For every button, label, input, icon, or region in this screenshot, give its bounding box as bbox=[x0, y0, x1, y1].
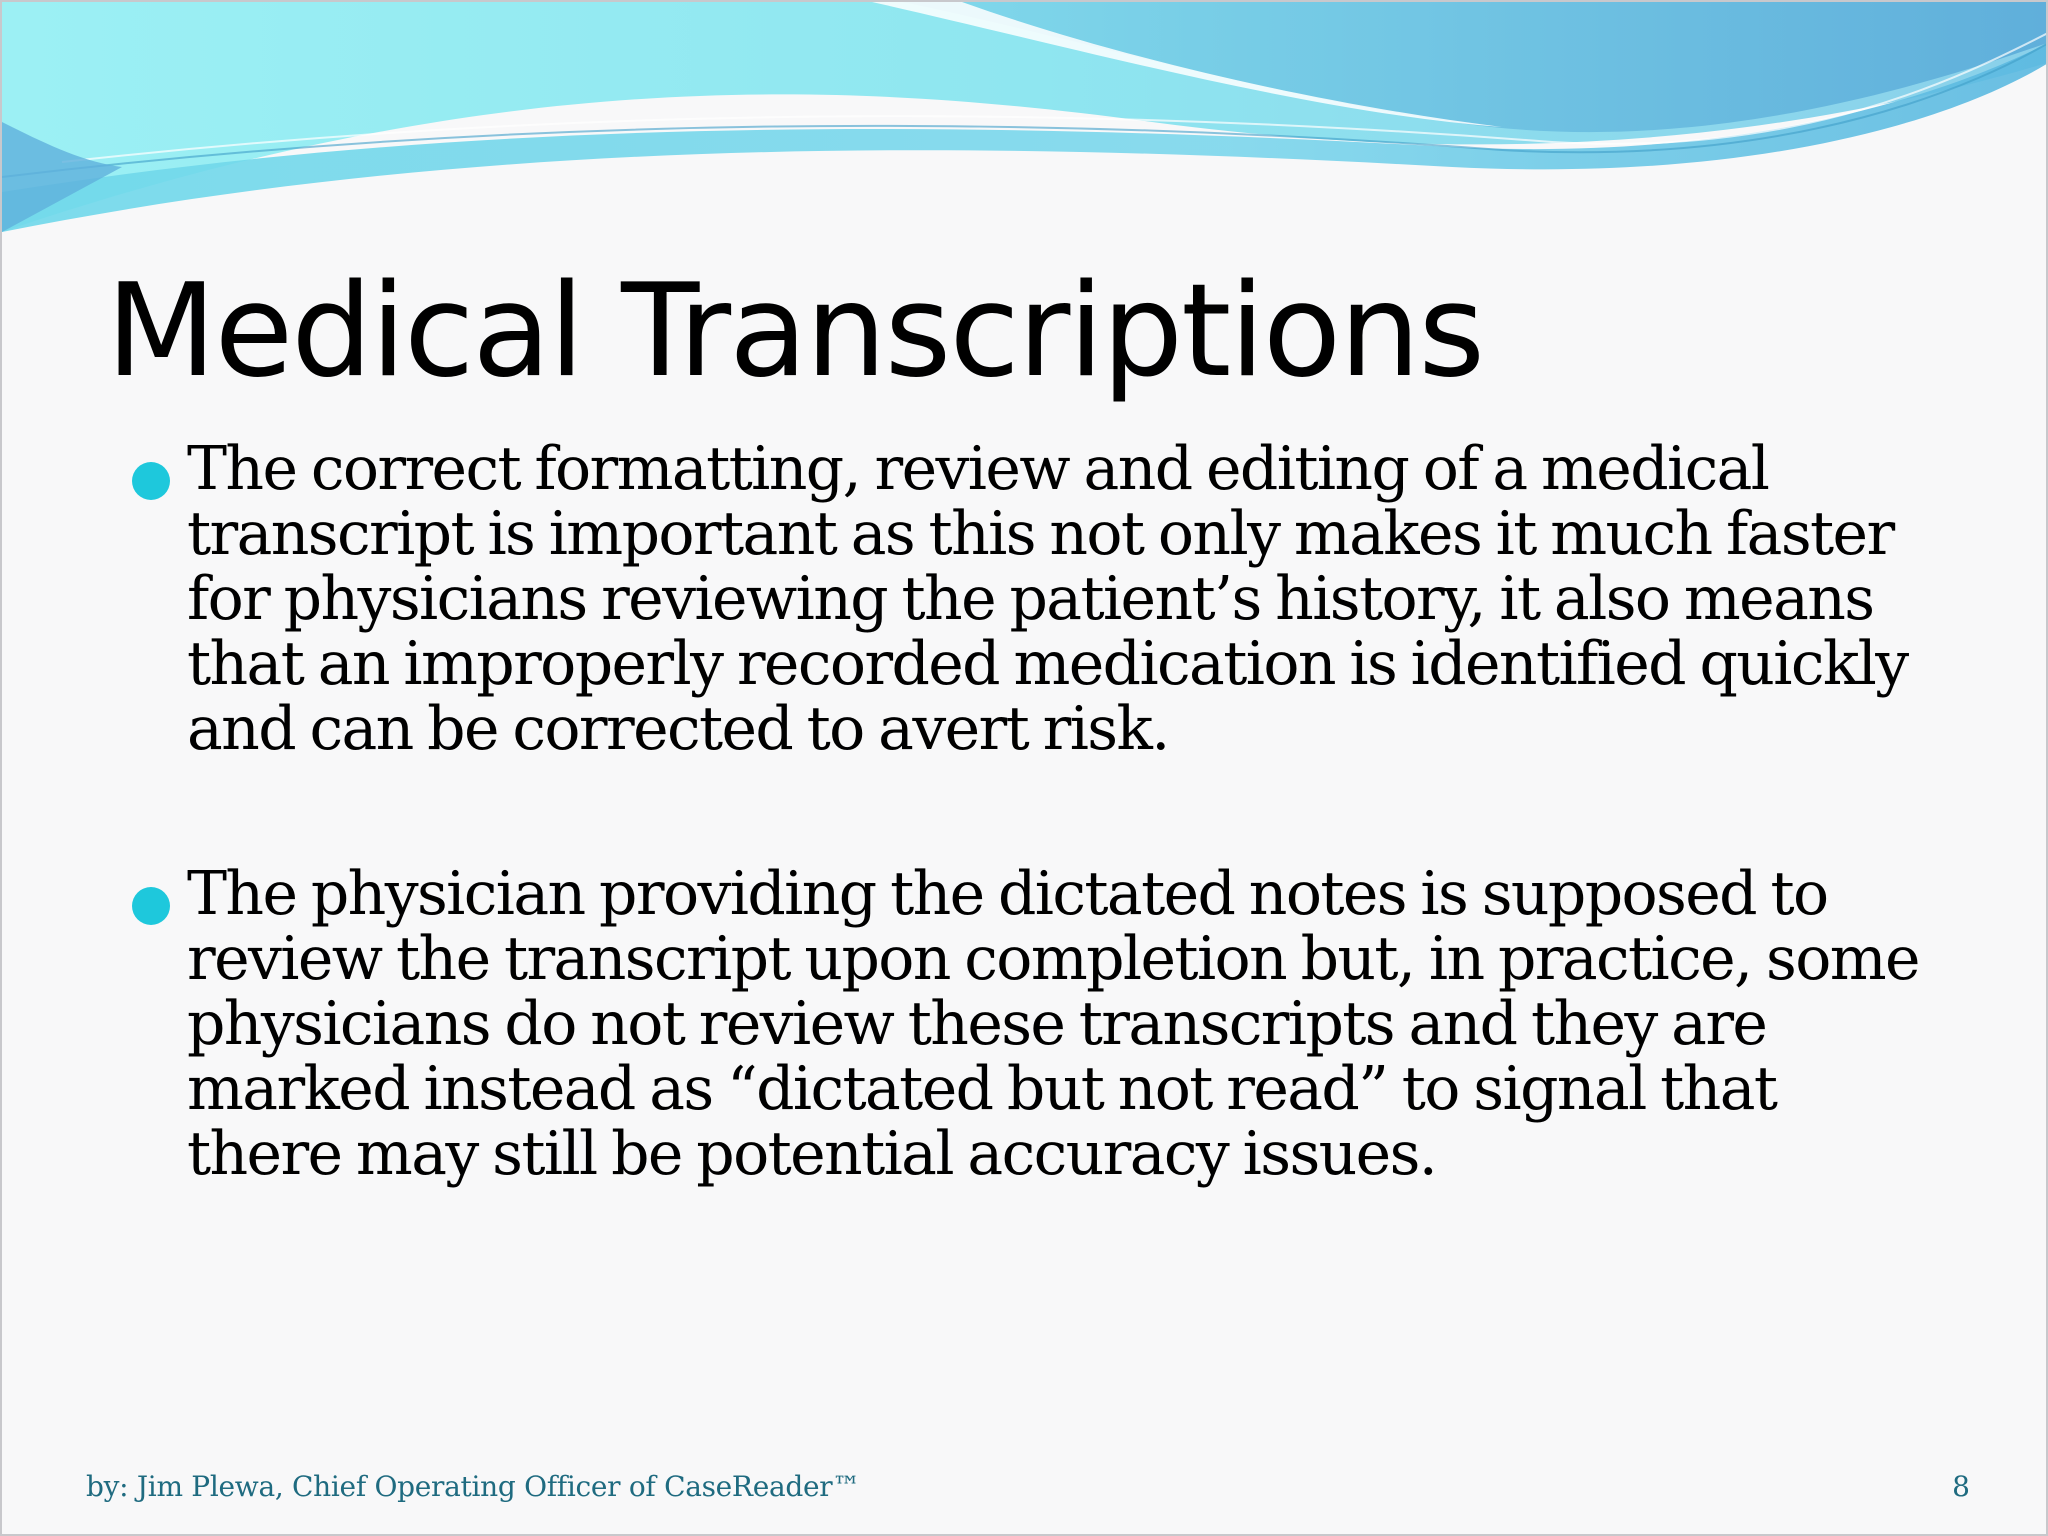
slide-title: Medical Transcriptions bbox=[106, 257, 1483, 406]
bullet-list bbox=[132, 434, 1932, 1287]
footer-author: by: Jim Plewa, Chief Operating Officer of CaseReader™ bbox=[86, 1470, 861, 1503]
header-wave-decoration bbox=[2, 2, 2048, 242]
page-number: 8 bbox=[1952, 1470, 1970, 1503]
bullet-dot-icon bbox=[132, 887, 170, 925]
bullet-dot-icon bbox=[132, 462, 170, 500]
bullet-item bbox=[132, 434, 1932, 764]
bullet-text: The physician providing the dictated notes is supposed to review the transcript upon completion but, in practice, some physicians do not review these transcripts and they are marked instead as “dictated but not read” to signal that there may still be potential accuracy issues. bbox=[187, 859, 1919, 1189]
bullet-text: The correct formatting, review and editing of a medical transcript is important as this not only makes it much faster for physicians reviewing the patient’s history, it also means that an improperly recorded medication is identified quickly and can be corrected to avert risk. bbox=[187, 434, 1908, 764]
bullet-item bbox=[132, 859, 1932, 1189]
